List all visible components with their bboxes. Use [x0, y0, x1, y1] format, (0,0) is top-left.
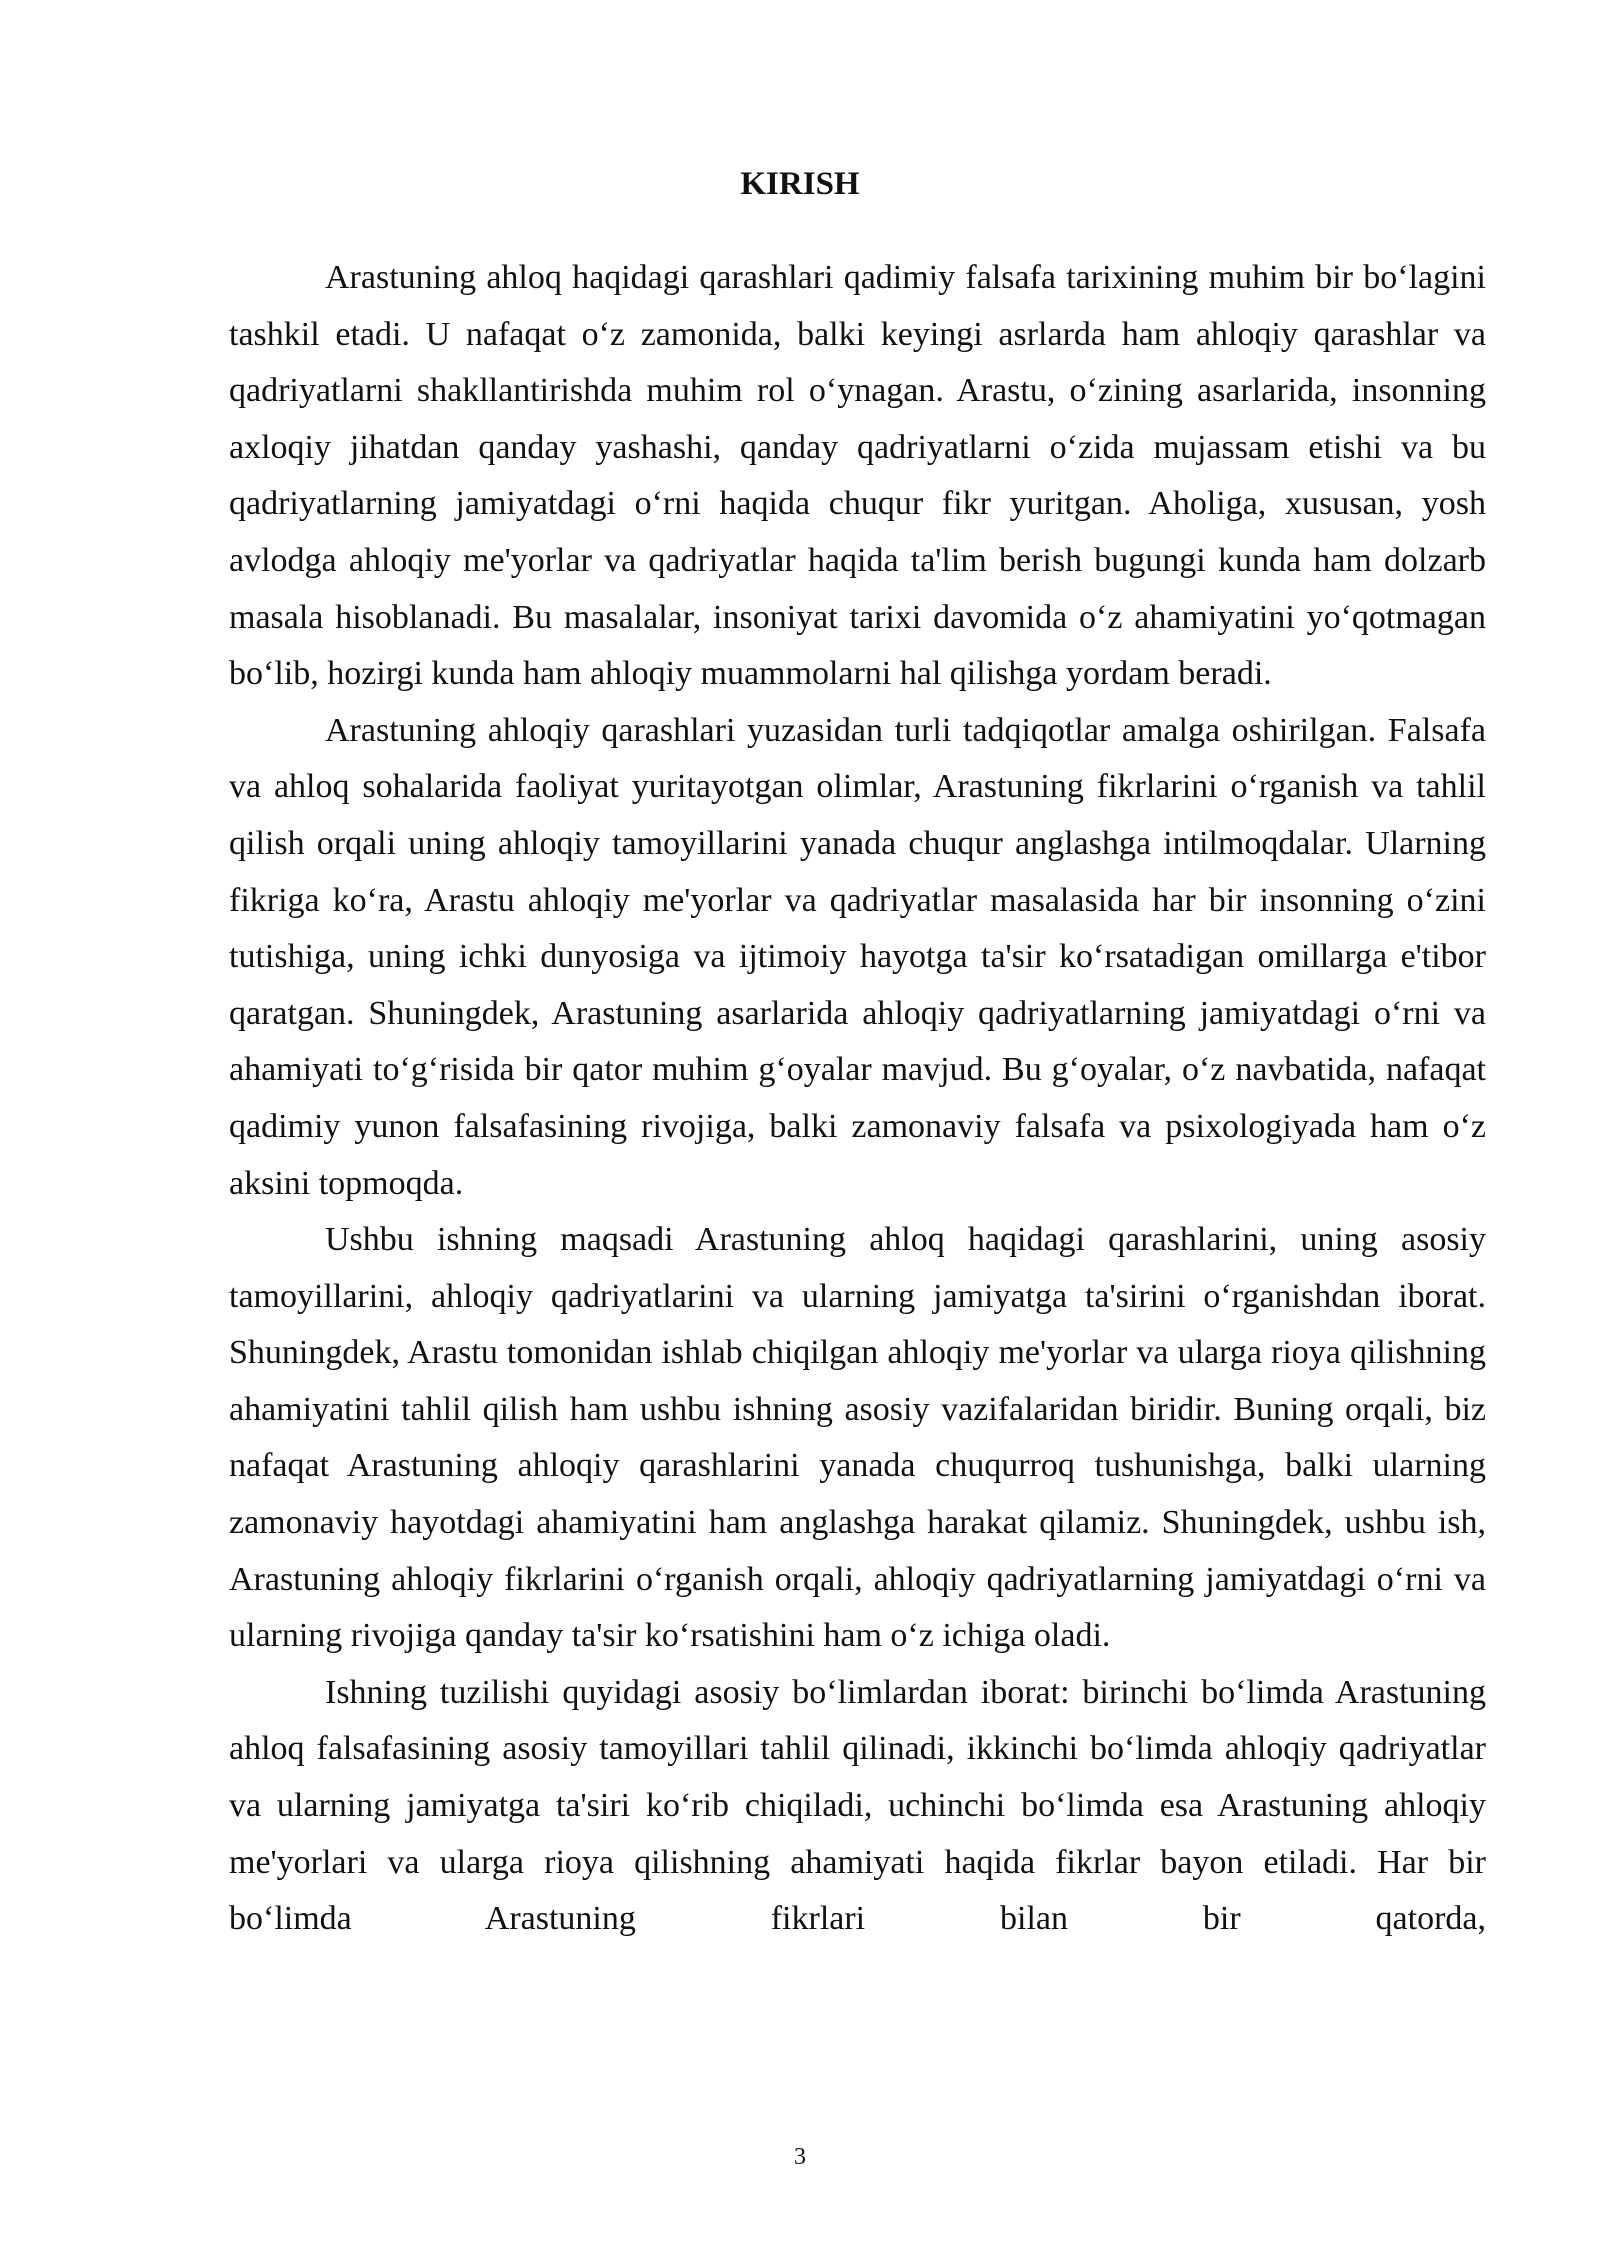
paragraph-3: Ushbu ishning maqsadi Arastuning ahloq haqidagi qarashlarini, uning asosiy tamoyillarini, ahloqiy qadriyatlarini va ularning jamiyatga ta'sirini o‘rganishdan iborat. Shuningdek, Arastu tomonidan ishlab chiqilgan ahloqiy me'yorlar va ularga rioya qilishning ahamiyatini tahlil qilish ham ushbu ishning asosiy vazifalaridan biridir. Buning orqali, biz nafaqat Arastuning ahloqiy qarashlarini yanada chuqurroq tushunishga, balki ularning zamonaviy hayotdagi ahamiyatini ham anglashga harakat qilamiz. Shuningdek, ushbu ish, Arastuning ahloqiy fikrlarini o‘rganish orqali, ahloqiy qadriyatlarning jamiyatdagi o‘rni va ularning rivojiga qanday ta'sir ko‘rsatishini ham o‘z ichiga oladi.	[229, 1221, 1486, 1655]
section-heading: KIRISH	[740, 166, 860, 202]
paragraph-4: Ishning tuzilishi quyidagi asosiy bo‘limlardan iborat: birinchi bo‘limda Arastuning ahloq falsafasining asosiy tamoyillari tahlil qilinadi, ikkinchi bo‘limda ahloqiy qadriyatlar va ularning jamiyatga ta'siri ko‘rib chiqiladi, uchinchi bo‘limda esa Arastuning ahloqiy me'yorlari va ularga rioya qilishning ahamiyati haqida fikrlar bayon etiladi. Har bir bo‘limda Arastuning fikrlari bilan bir qatorda,	[229, 1673, 1486, 1938]
body-text	[229, 250, 1486, 1948]
paragraph-2: Arastuning ahloqiy qarashlari yuzasidan turli tadqiqotlar amalga oshirilgan. Falsafa va ahloq sohalarida faoliyat yuritayotgan olimlar, Arastuning fikrlarini o‘rganish va tahlil qilish orqali uning ahloqiy tamoyillarini yanada chuqur anglashga intilmoqdalar. Ularning fikriga ko‘ra, Arastu ahloqiy me'yorlar va qadriyatlar masalasida har bir insonning o‘zini tutishiga, uning ichki dunyosiga va ijtimoiy hayotga ta'sir ko‘rsatadigan omillarga e'tibor qaratgan. Shuningdek, Arastuning asarlarida ahloqiy qadriyatlarning jamiyatdagi o‘rni va ahamiyati to‘g‘risida bir qator muhim g‘oyalar mavjud. Bu g‘oyalar, o‘z navbatida, nafaqat qadimiy yunon falsafasining rivojiga, balki zamonaviy falsafa va psixologiyada ham o‘z aksini topmoqda.	[229, 711, 1486, 1202]
page-number: 3	[794, 2144, 806, 2170]
paragraph-1: Arastuning ahloq haqidagi qarashlari qadimiy falsafa tarixining muhim bir bo‘lagini tashkil etadi. U nafaqat o‘z zamonida, balki keyingi asrlarda ham ahloqiy qarashlar va qadriyatlarni shakllantirishda muhim rol o‘ynagan. Arastu, o‘zining asarlarida, insonning axloqiy jihatdan qanday yashashi, qanday qadriyatlarni o‘zida mujassam etishi va bu qadriyatlarning jamiyatdagi o‘rni haqida chuqur fikr yuritgan. Aholiga, xususan, yosh avlodga ahloqiy me'yorlar va qadriyatlar haqida ta'lim berish bugungi kunda ham dolzarb masala hisoblanadi. Bu masalalar, insoniyat tarixi davomida o‘z ahamiyatini yo‘qotmagan bo‘lib, hozirgi kunda ham ahloqiy muammolarni hal qilishga yordam beradi.	[229, 259, 1486, 693]
